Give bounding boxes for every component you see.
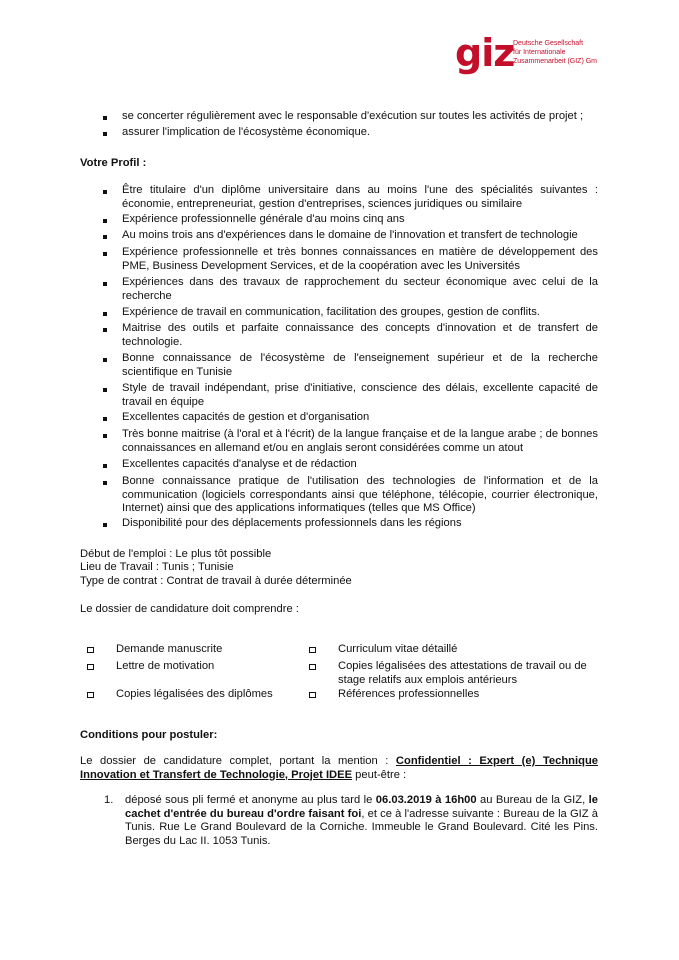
checkbox-icon	[87, 664, 94, 670]
conditions-paragraph: Le dossier de candidature complet, portant la mention : Confidentiel : Expert (e) Technique Innovation et Transfert de Technologie, Projet IDEE peut-être :	[80, 755, 599, 781]
checkbox-icon	[87, 647, 94, 653]
dossier-item: Lettre de motivation	[116, 660, 215, 672]
job-start: Début de l'emploi : Le plus tôt possible	[80, 548, 272, 560]
profile-item: Expérience professionnelle générale d'au moins cinq ans	[122, 213, 405, 225]
profile-heading: Votre Profil :	[80, 157, 147, 169]
submission-step: déposé sous pli fermé et anonyme au plus tard le 06.03.2019 à 16h00 au Bureau de la GIZ, le cachet d'entrée du bureau d'ordre faisant foi, et ce à l'adresse suivante : Bureau de la GIZ à Tunis. Rue Le Grand Boulevard de la Corniche. Immeuble le Grand Boulevard. Cité les Pins. Berges du Lac II. 1053 Tunis.	[125, 794, 598, 847]
giz-logo-mark: giz	[455, 31, 515, 75]
profile-item: Bonne connaissance de l'écosystème de l'enseignement supérieur et de la recherche scientifique en Tunisie	[122, 352, 598, 378]
confidential-mention: Confidentiel : Expert (e) Technique	[395, 755, 599, 767]
job-contract: Type de contrat : Contrat de travail à durée déterminée	[80, 575, 352, 587]
profile-item: Excellentes capacités d'analyse et de rédaction	[122, 458, 357, 470]
confidential-mention: Innovation et Transfert de Technologie, Projet IDEE	[80, 768, 353, 781]
profile-item: Être titulaire d'un diplôme universitaire dans au moins l'une des spécialités suivantes : économie, entrepreneuriat, gestion d'entreprises, sciences juridiques ou similaire	[122, 184, 598, 210]
dossier-intro: Le dossier de candidature doit comprendre :	[80, 603, 299, 615]
profile-item: Très bonne maitrise (à l'oral et à l'écrit) de la langue française et de la langue arabe ; de bonnes connaissances en allemand et/ou en anglais seront considérées comme un atout	[122, 428, 598, 454]
profile-item: Expérience professionnelle et très bonnes connaissances en matière de développement des PME, Business Development Services, et de la coopération avec les Universités	[122, 246, 598, 272]
step-number: 1.	[104, 794, 114, 806]
profile-item: Au moins trois ans d'expériences dans le domaine de l'innovation et transfert de technologie	[122, 229, 578, 241]
checkbox-icon	[87, 692, 94, 698]
dossier-item: Copies légalisées des attestations de travail ou de stage relatifs aux emplois antérieurs	[338, 660, 587, 686]
profile-item: Expériences dans des travaux de rapprochement du secteur économique avec celui de la recherche	[122, 276, 598, 302]
deadline: 06.03.2019 à 16h00	[375, 794, 477, 806]
dossier-item: Références professionnelles	[338, 688, 480, 700]
intro-bullet: assurer l'implication de l'écosystème économique.	[122, 126, 371, 138]
job-location: Lieu de Travail : Tunis ; Tunisie	[80, 561, 234, 573]
profile-item: Bonne connaissance pratique de l'utilisation des technologies de l'information et de la communication (logiciels correspondants ainsi que téléphone, télécopie, courrier électronique, Internet) ainsi que des applications informatiques (telles que MS Office)	[122, 475, 598, 514]
checkbox-icon	[309, 692, 316, 698]
giz-logo-text: Deutsche Gesellschaft für Internationale Zusammenarbeit (GIZ) Gm	[513, 40, 598, 65]
checkbox-icon	[309, 664, 316, 670]
checkbox-icon	[309, 647, 316, 653]
intro-bullet: se concerter régulièrement avec le responsable d'exécution sur toutes les activités de projet ;	[122, 110, 584, 122]
profile-item: Disponibilité pour des déplacements professionnels dans les régions	[122, 517, 462, 529]
profile-item: Style de travail indépendant, prise d'initiative, conscience des délais, excellente capacité de travail en équipe	[122, 382, 598, 408]
dossier-item: Demande manuscrite	[116, 643, 223, 655]
conditions-heading: Conditions pour postuler:	[80, 729, 218, 741]
profile-item: Expérience de travail en communication, facilitation des groupes, gestion de conflits.	[122, 306, 540, 318]
profile-item: Excellentes capacités de gestion et d'organisation	[122, 411, 370, 423]
dossier-item: Copies légalisées des diplômes	[116, 688, 273, 700]
profile-item: Maitrise des outils et parfaite connaissance des concepts d'innovation et de transfert de technologie.	[122, 322, 598, 348]
dossier-item: Curriculum vitae détaillé	[338, 643, 458, 655]
